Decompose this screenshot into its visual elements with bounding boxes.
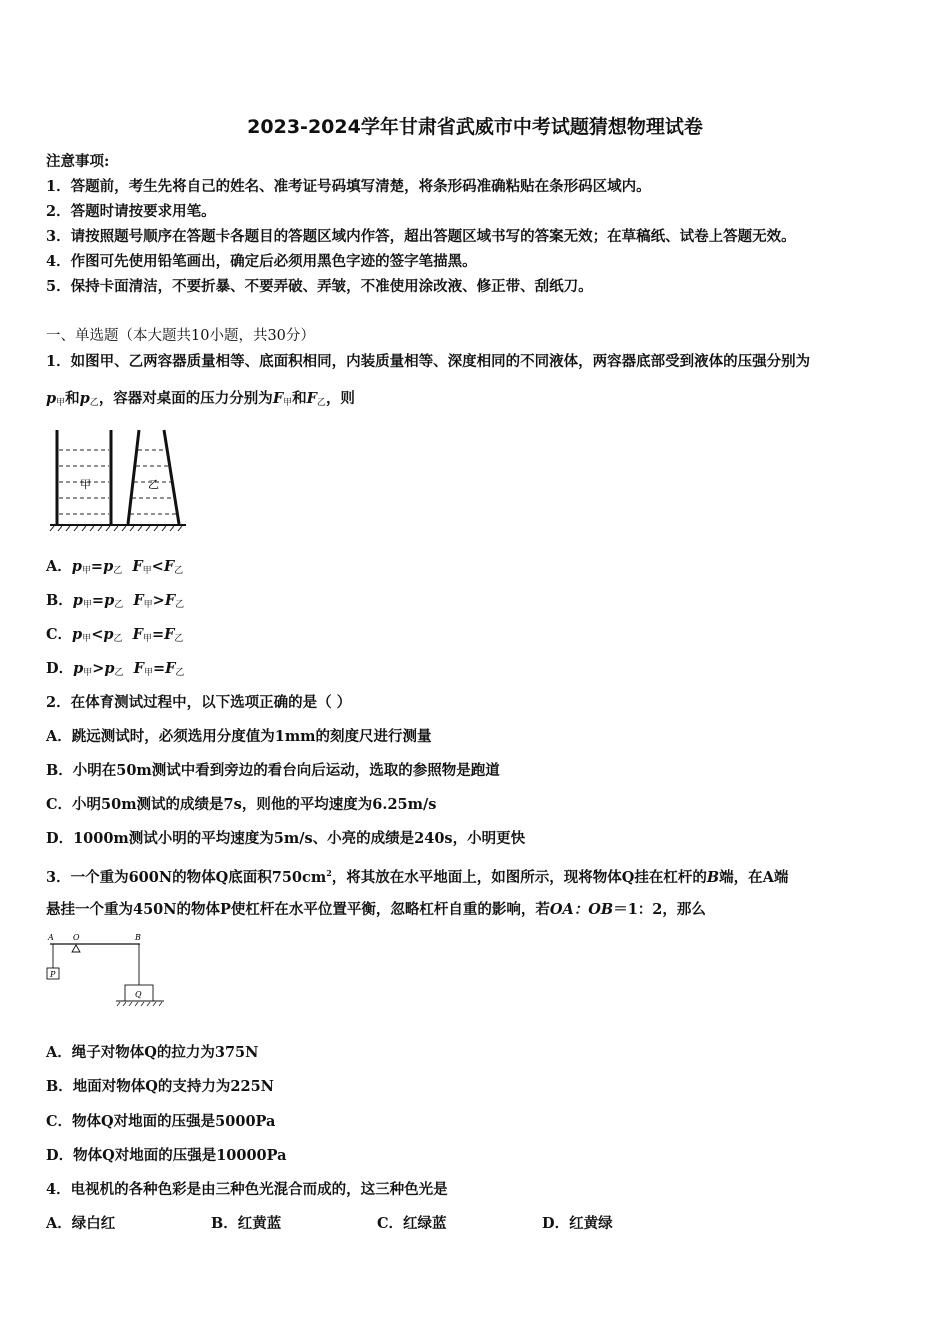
q2-option-d[interactable]: D．1000m测试小明的平均速度为5m/s、小亮的成绩是240s，小明更快 xyxy=(46,830,526,847)
q3-option-d[interactable]: D．物体Q对地面的压强是10000Pa xyxy=(46,1147,287,1164)
svg-text:B: B xyxy=(135,933,141,942)
notice-item: 2．答题时请按要求用笔。 xyxy=(46,203,216,220)
q3-option-c[interactable]: C．物体Q对地面的压强是5000Pa xyxy=(46,1113,276,1130)
q1-stem-line1: 1．如图甲、乙两容器质量相等、底面积相同，内装质量相等、深度相同的不同液体，两容器底部受到液体的压强分别为 xyxy=(46,353,811,370)
q2-stem: 2．在体育测试过程中，以下选项正确的是（ ） xyxy=(46,694,352,711)
containers-figure xyxy=(48,428,188,532)
lever-figure xyxy=(44,930,168,1008)
notice-item: 5．保持卡面清洁，不要折暴、不要弄破、弄皱，不准使用涂改液、修正带、刮纸刀。 xyxy=(46,278,593,295)
q4-option-d[interactable]: D．红黄绿 xyxy=(542,1215,613,1232)
label-jia: 甲 xyxy=(80,478,91,491)
section-heading: 一、单选题（本大题共10小题，共30分） xyxy=(46,328,315,344)
q4-option-c[interactable]: C．红绿蓝 xyxy=(377,1215,447,1232)
q4-option-a[interactable]: A．绿白红 xyxy=(46,1215,116,1232)
q3-stem-line1: 3．一个重为600N的物体Q底面积$750cm^2$，将其放在水平地面上，如图所示，现将物体Q挂在杠杆的B端，在A端 xyxy=(46,868,789,886)
q3-stem-line2: 悬挂一个重为450N的物体P使杠杆在水平位置平衡，忽略杠杆自重的影响，若OA：OB＝1：2，那么 xyxy=(46,901,706,918)
q1-option-c[interactable]: C．$p_甲<p_乙$ $F_甲=F_乙$ xyxy=(46,626,184,644)
notice-item: 3．请按照题号顺序在答题卡各题目的答题区域内作答，超出答题区域书写的答案无效；在草稿纸、试卷上答题无效。 xyxy=(46,228,796,245)
q4-option-b[interactable]: B．红黄蓝 xyxy=(211,1215,282,1232)
notice-item: 1．答题前，考生先将自己的姓名、准考证号码填写清楚，将条形码准确粘贴在条形码区域内。 xyxy=(46,178,651,195)
page-title: 2023-2024学年甘肃省武威市中考试题猜想物理试卷 xyxy=(247,116,703,138)
q1-option-d[interactable]: D．$p_甲>p_乙$ $F_甲=F_乙$ xyxy=(46,660,185,678)
q3-option-b[interactable]: B．地面对物体Q的支持力为225N xyxy=(46,1078,274,1095)
notice-item: 4．作图可先使用铅笔画出，确定后必须用黑色字迹的签字笔描黑。 xyxy=(46,253,477,270)
q1-option-a[interactable]: A．$p_甲=p_乙$ $F_甲<F_乙$ xyxy=(46,558,184,576)
svg-text:Q: Q xyxy=(135,990,142,999)
q4-stem: 4．电视机的各种色彩是由三种色光混合而成的，这三种色光是 xyxy=(46,1181,448,1198)
svg-text:O: O xyxy=(73,933,80,942)
notice-heading: 注意事项: xyxy=(46,153,110,170)
svg-text:P: P xyxy=(50,970,56,979)
q2-option-c[interactable]: C．小明50m测试的成绩是7s，则他的平均速度为6.25m/s xyxy=(46,796,437,813)
q1-option-b[interactable]: B．$p_甲=p_乙$ $F_甲>F_乙$ xyxy=(46,592,185,610)
svg-text:A: A xyxy=(48,933,54,942)
q2-option-b[interactable]: B．小明在50m测试中看到旁边的看台向后运动，选取的参照物是跑道 xyxy=(46,762,500,779)
label-yi: 乙 xyxy=(148,478,159,491)
q3-option-a[interactable]: A．绳子对物体Q的拉力为375N xyxy=(46,1044,259,1061)
q1-stem-line2: $p_甲$和$p_乙$，容器对桌面的压力分别为$F_甲$和$F_乙$，则 xyxy=(46,390,355,408)
q2-option-a[interactable]: A．跳远测试时，必须选用分度值为1mm的刻度尺进行测量 xyxy=(46,728,432,745)
